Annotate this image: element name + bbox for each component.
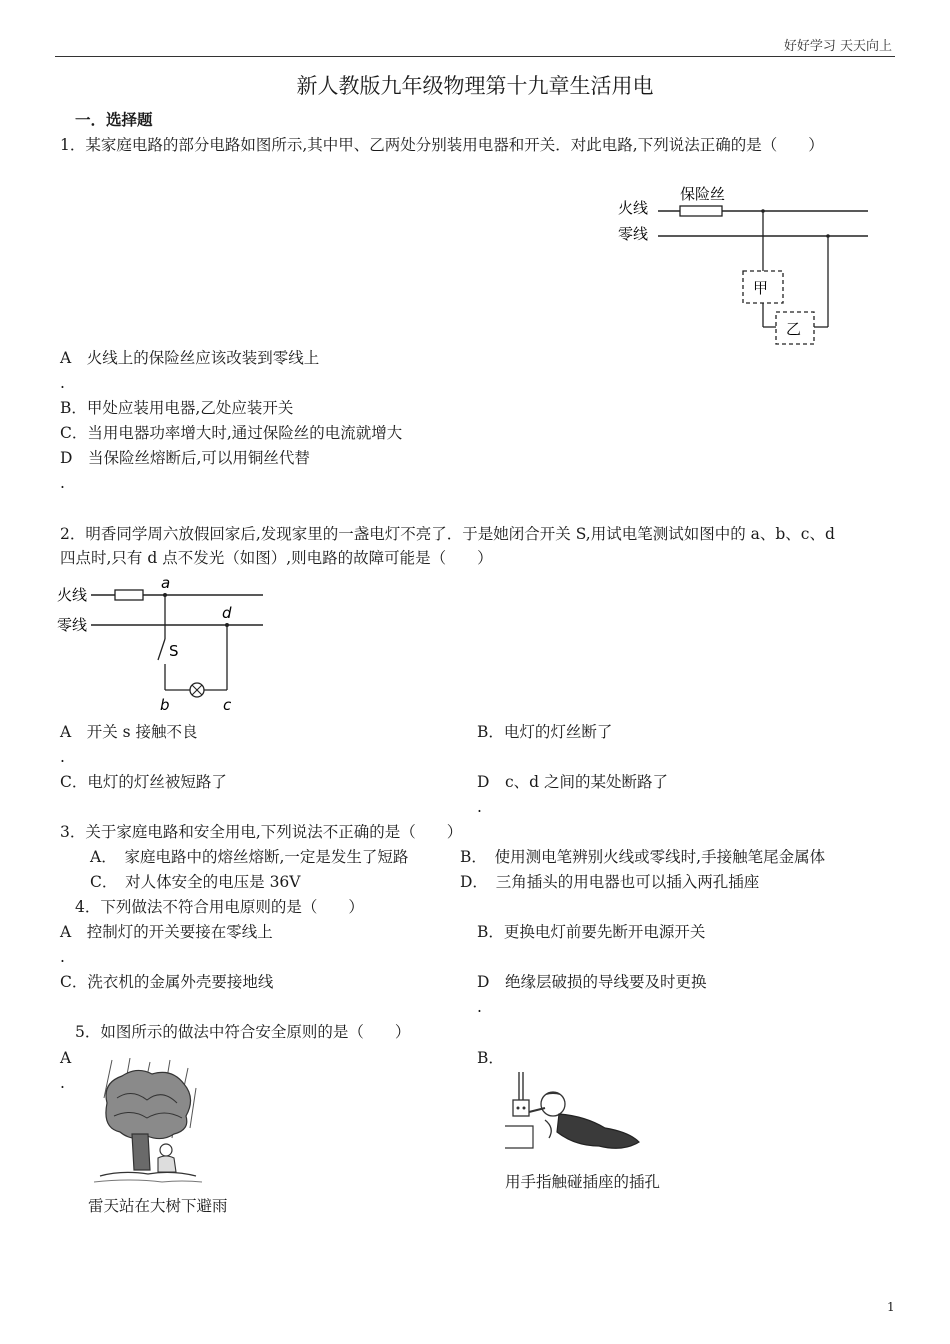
q1-option-a: A 火线上的保险丝应该改装到零线上: [60, 349, 320, 367]
q2-neutral-label: 零线: [57, 616, 88, 634]
page-number: 1: [887, 1300, 895, 1314]
q5-image-child-touching-socket: [505, 1068, 645, 1158]
q4-option-a-dot: .: [60, 948, 65, 966]
child-body: [557, 1114, 639, 1148]
question-5-stem: 5．如图所示的做法中符合安全原则的是（ ）: [75, 1023, 411, 1041]
q2-option-a: A 开关 s 接触不良: [60, 723, 198, 741]
q3-option-b: B． 使用测电笔辨别火线或零线时,手接触笔尾金属体: [460, 848, 826, 866]
q2-fuse-symbol: [115, 590, 143, 600]
q4-option-d: D 绝缘层破损的导线要及时更换: [477, 973, 707, 991]
q4-option-d-dot: .: [477, 998, 482, 1016]
q4-option-a: A 控制灯的开关要接在零线上: [60, 923, 273, 941]
q1-option-c: C．当用电器功率增大时,通过保险丝的电流就增大: [60, 424, 403, 442]
wall-socket: [513, 1100, 529, 1116]
question-3-stem: 3．关于家庭电路和安全用电,下列说法不正确的是（ ）: [60, 823, 463, 841]
q1-box-yi-label: 乙: [786, 320, 802, 338]
q1-option-b: B．甲处应装用电器,乙处应装开关: [60, 399, 294, 417]
q2-switch-blade: [158, 639, 165, 660]
q1-box-jia-label: 甲: [753, 279, 769, 297]
q4-option-c: C．洗衣机的金属外壳要接地线: [60, 973, 274, 991]
q2-option-d-dot: .: [477, 798, 482, 816]
question-2-stem-line1: 2．明香同学周六放假回家后,发现家里的一盏电灯不亮了．于是她闭合开关 S,用试电笔测试如图中的 a、b、c、d: [60, 525, 835, 543]
q1-fuse-symbol: [680, 206, 722, 216]
q5-image-tree-in-rain: [92, 1058, 204, 1188]
q1-fuse-label: 保险丝: [680, 185, 726, 203]
q2-point-a: a: [161, 574, 171, 592]
header-divider: [55, 56, 895, 57]
q2-live-label: 火线: [57, 586, 88, 604]
q5-caption-b: 用手指触碰插座的插孔: [505, 1173, 661, 1191]
q3-option-a: A． 家庭电路中的熔丝熔断,一定是发生了短路: [90, 848, 409, 866]
question-2-stem-line2: 四点时,只有 d 点不发光（如图）,则电路的故障可能是（ ）: [60, 549, 493, 567]
q1-option-d-dot: .: [60, 474, 65, 492]
q5-caption-a: 雷天站在大树下避雨: [88, 1197, 228, 1215]
q2-point-c: c: [223, 696, 232, 714]
section-heading: 一．选择题: [75, 110, 153, 129]
tree-crown: [106, 1070, 191, 1138]
q3-option-d: D． 三角插头的用电器也可以插入两孔插座: [460, 873, 760, 891]
tree-trunk: [132, 1134, 150, 1170]
q1-option-d: D 当保险丝熔断后,可以用铜丝代替: [60, 449, 310, 467]
q4-option-b: B．更换电灯前要先断开电源开关: [477, 923, 706, 941]
child-head: [541, 1092, 565, 1116]
q2-option-d: D c、d 之间的某处断路了: [477, 773, 668, 791]
q1-option-a-dot: .: [60, 374, 65, 392]
q1-neutral-label: 零线: [618, 225, 649, 243]
question-2-circuit-figure: [55, 572, 270, 717]
q2-option-a-dot: .: [60, 748, 65, 766]
child-head: [160, 1144, 172, 1156]
question-1-circuit-figure: [610, 175, 880, 350]
question-1-stem: 1．某家庭电路的部分电路如图所示,其中甲、乙两处分别装用电器和开关．对此电路,下列说法正确的是（ ）: [60, 136, 824, 154]
q2-switch-label: S: [169, 642, 179, 660]
q3-option-c: C． 对人体安全的电压是 36V: [90, 873, 301, 891]
page-title: 新人教版九年级物理第十九章生活用电: [296, 74, 654, 98]
q2-option-b: B．电灯的灯丝断了: [477, 723, 613, 741]
q2-point-d: d: [222, 604, 232, 622]
question-4-stem: 4．下列做法不符合用电原则的是（ ）: [75, 898, 364, 916]
q5-option-a-dot: .: [60, 1074, 65, 1092]
q5-option-a-letter: A: [60, 1049, 72, 1067]
header-motto: 好好学习 天天向上: [783, 39, 892, 54]
q5-option-b-letter: B．: [477, 1049, 504, 1067]
q2-point-b: b: [160, 696, 170, 714]
q1-live-label: 火线: [618, 199, 649, 217]
q2-option-c: C．电灯的灯丝被短路了: [60, 773, 227, 791]
